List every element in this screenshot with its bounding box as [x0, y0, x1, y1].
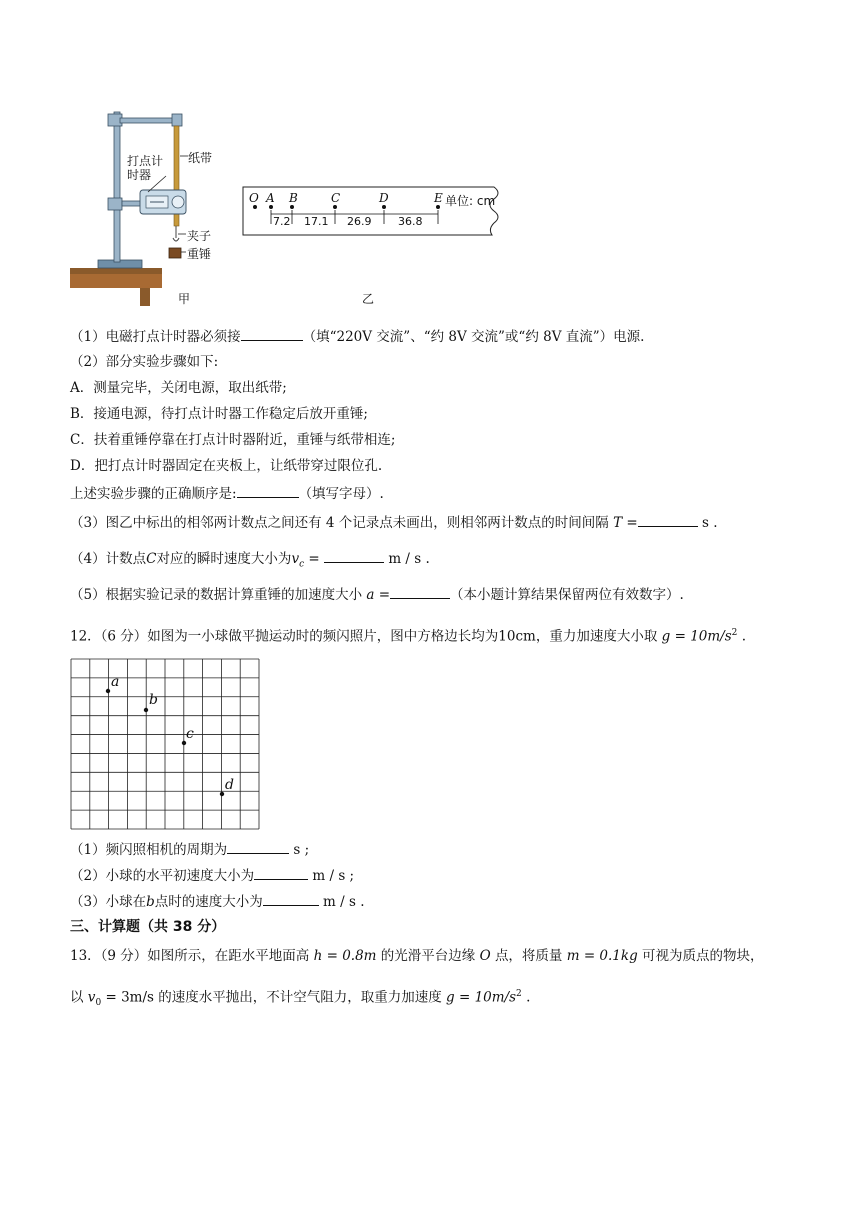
caption-yi: 乙 — [362, 292, 375, 306]
q11-part4-eq: = — [308, 551, 320, 567]
q13-g: g = 10m/s — [446, 989, 517, 1006]
q11-order — [70, 484, 384, 503]
q12-g-sup: 2 — [731, 628, 738, 638]
caption-jia: 甲 — [178, 292, 191, 306]
q11-part4-sub: c — [299, 559, 305, 570]
q11-part3 — [70, 513, 717, 532]
tape-distance-3: 26.9 — [347, 215, 372, 228]
tape-label-O: O — [249, 191, 259, 205]
q11-part3-blank[interactable] — [638, 513, 698, 527]
q12-part1-prefix: （1）频闪照相机的周期为 — [70, 842, 228, 858]
tape-point-B — [290, 205, 294, 209]
q12-part2-prefix: （2）小球的水平初速度大小为 — [70, 868, 255, 884]
tape-label-A: A — [266, 191, 275, 205]
label-weight: 重锤 — [187, 247, 212, 261]
q13-line2 — [70, 985, 530, 1012]
q12-part3-var: b — [146, 894, 155, 910]
tape-distance-4: 36.8 — [398, 215, 423, 228]
tape-point-C — [333, 205, 337, 209]
tape-distance-2: 17.1 — [304, 215, 329, 228]
q13-line1 — [70, 947, 764, 965]
q12-part1-suffix: s ; — [293, 842, 310, 858]
q11-part1 — [70, 327, 644, 346]
grid-label-c: c — [186, 726, 194, 742]
q11-part4-var: C — [146, 551, 157, 567]
q11-step-c: C．扶着重锤停靠在打点计时器附近，重锤与纸带相连; — [70, 432, 396, 448]
q11-part4-prefix: （4）计数点 — [70, 551, 147, 567]
grid-point-a — [106, 689, 110, 693]
q13-v-sub: 0 — [95, 998, 102, 1009]
q11-part4-vc: v — [291, 551, 300, 567]
q12-stem-text: 12．（6 分）如图为一小球做平抛运动时的频闪照片，图中方格边长均为10cm，重力加速度大小取 — [70, 628, 658, 645]
q11-part4-blank[interactable] — [324, 549, 384, 563]
q13-O: O — [479, 948, 491, 964]
q12-part2-suffix: m / s ; — [312, 868, 355, 884]
q11-order-prefix: 上述实验步骤的正确顺序是: — [70, 486, 237, 502]
q11-part3-prefix: （3）图乙中标出的相邻两计数点之间还有 4 个记录点未画出，则相邻两计数点的时间间隔 — [70, 515, 609, 531]
q11-part4-mid: 对应的瞬时速度大小为 — [156, 551, 292, 567]
tape-label-E: E — [434, 191, 443, 205]
tape-unit-label: 单位: cm — [445, 194, 496, 208]
grid-label-b: b — [149, 692, 158, 708]
q11-step-a: A．测量完毕，关闭电源，取出纸带; — [70, 380, 287, 396]
q11-order-suffix: （填写字母）. — [298, 486, 384, 502]
label-paper-tape: 纸带 — [188, 151, 213, 165]
label-timer-line2: 时器 — [127, 168, 152, 182]
q11-step-b: B．接通电源，待打点计时器工作稳定后放开重锤; — [70, 406, 368, 422]
q13-g-sup: 2 — [516, 989, 522, 999]
section-3-title: 三、计算题（共 38 分） — [70, 919, 226, 935]
q11-part1-suffix: （填“220V 交流”、“约 8V 交流”或“约 8V 直流”）电源. — [302, 329, 645, 345]
q13-line1-b: 的光滑平台边缘 — [380, 948, 476, 964]
q11-part4 — [70, 549, 430, 574]
q13-m: m = 0.1kg — [566, 948, 638, 964]
grid-label-a: a — [111, 674, 120, 690]
q12-part1 — [70, 840, 309, 859]
tape-point-A — [269, 205, 273, 209]
q11-part5-suffix: （本小题计算结果保留两位有效数字）. — [450, 587, 684, 603]
q12-part2-blank[interactable] — [254, 866, 308, 880]
q11-part5 — [70, 585, 684, 604]
tape-label-C: C — [331, 191, 341, 205]
q11-part2: （2）部分实验步骤如下: — [70, 354, 219, 370]
q13-h: h = 0.8m — [313, 948, 377, 964]
q13-line2-end: . — [526, 989, 531, 1006]
tape-point-E — [436, 205, 440, 209]
grid-label-d: d — [225, 777, 234, 793]
q13-line1-c: 点，将质量 — [494, 948, 563, 964]
q11-part4-suffix: m / s . — [388, 551, 430, 567]
q12-part3-blank[interactable] — [263, 892, 319, 906]
grid-point-b — [144, 708, 148, 712]
q12-stem — [70, 624, 746, 646]
q11-part1-prefix: （1）电磁打点计时器必须接 — [70, 329, 241, 345]
q11-part3-var: T = — [613, 515, 638, 531]
q13-v: v — [87, 989, 96, 1006]
q11-part1-blank[interactable] — [241, 327, 303, 341]
q13-line2-a: 以 — [70, 989, 84, 1006]
q13-line2-b: = 3m/s 的速度水平抛出，不计空气阻力，取重力加速度 — [105, 989, 442, 1006]
q12-g-end: . — [741, 628, 746, 645]
tape-label-B: B — [289, 191, 298, 205]
q11-step-d: D．把打点计时器固定在夹板上，让纸带穿过限位孔. — [70, 458, 383, 474]
grid-point-d — [220, 792, 224, 796]
label-clamp: 夹子 — [187, 229, 212, 243]
q11-part5-var: a = — [366, 587, 391, 603]
q11-part5-blank[interactable] — [390, 585, 450, 599]
q13-line1-a: 13．（9 分）如图所示，在距水平地面高 — [70, 948, 310, 964]
q11-part3-suffix: s . — [701, 515, 718, 531]
q11-part5-prefix: （5）根据实验记录的数据计算重锤的加速度大小 — [70, 587, 363, 603]
tape-label-D: D — [379, 191, 389, 205]
q12-part2 — [70, 866, 354, 885]
q12-grid-figure — [70, 658, 260, 830]
tape-point-D — [382, 205, 386, 209]
tape-distance-1: 7.2 — [273, 215, 291, 228]
tape-point-O — [253, 205, 257, 209]
label-timer-line1: 打点计 — [127, 154, 164, 168]
q12-part1-blank[interactable] — [227, 840, 289, 854]
q12-g-expr: g = 10m/s — [661, 628, 732, 645]
q11-order-blank[interactable] — [237, 484, 299, 498]
q12-part3-mid: 点时的速度大小为 — [154, 894, 263, 910]
q12-part3-suffix: m / s . — [323, 894, 365, 910]
q12-part3-prefix: （3）小球在 — [70, 894, 147, 910]
q12-part3 — [70, 892, 365, 911]
figure-apparatus — [68, 100, 238, 310]
q13-line1-d: 可视为质点的物块， — [642, 948, 764, 964]
